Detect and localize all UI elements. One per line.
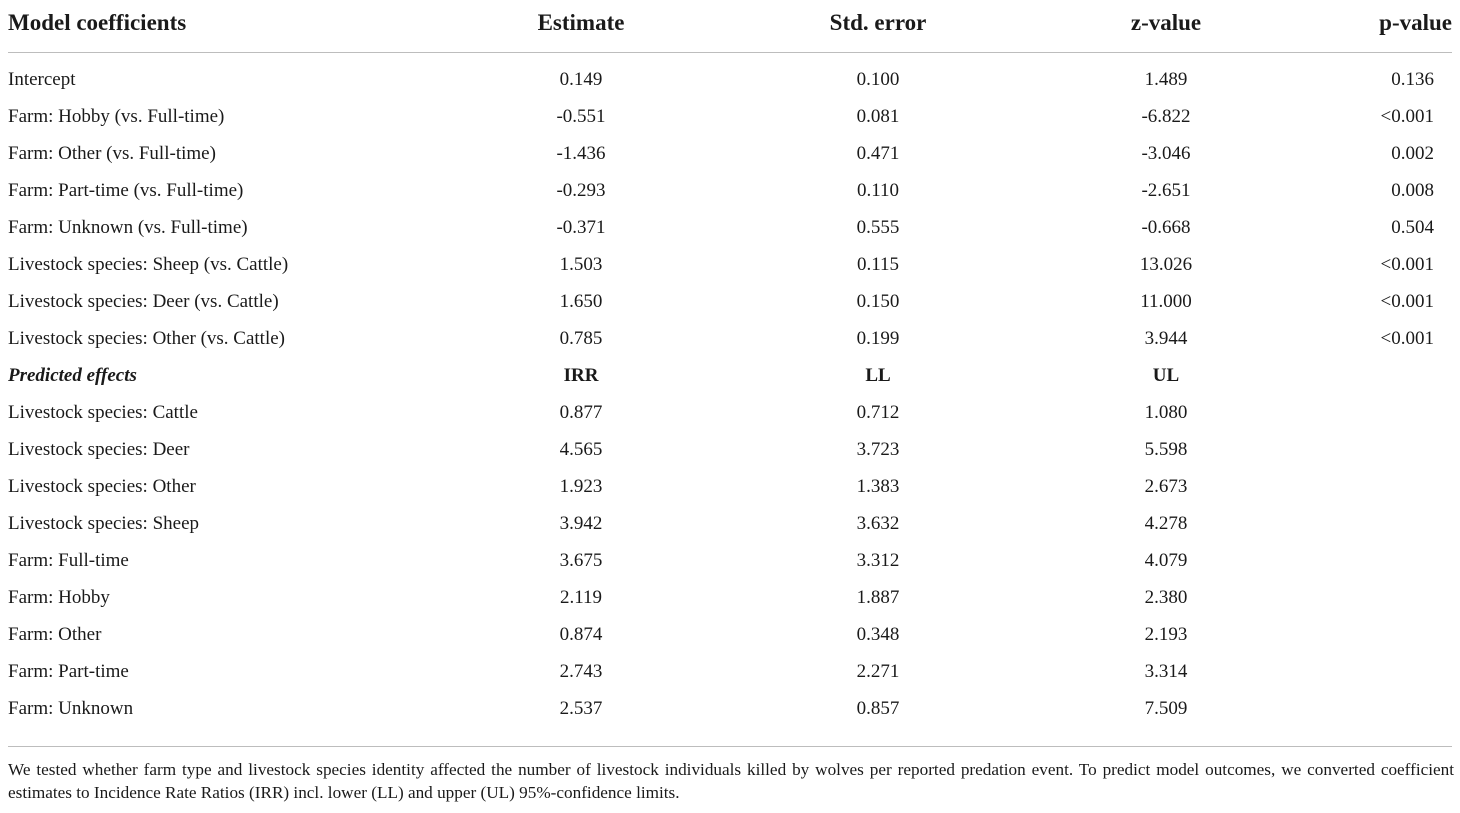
coefficient-row [8,98,1452,135]
bottom-rule [8,746,1452,747]
irr-cell: 2.537 [559,697,603,719]
z-value-cell: 1.489 [1144,68,1188,90]
estimate-cell: 1.503 [559,253,603,275]
std-error-cell: 0.081 [856,105,900,127]
ul-cell: 2.673 [1144,475,1188,497]
ll-cell: 3.723 [856,438,900,460]
p-value-cell: 0.136 [1391,68,1434,90]
header-z-value: z-value [1032,0,1300,53]
coefficient-row [8,135,1452,172]
ul-cell: 5.598 [1144,438,1188,460]
p-value-cell: 0.504 [1391,216,1434,238]
empty-cell [1300,505,1452,542]
header-std-error: Std. error [724,0,1032,53]
predicted-effect-row [8,468,1452,505]
z-value-cell: 13.026 [1139,253,1193,275]
empty-cell [1300,616,1452,653]
ul-cell: 4.079 [1144,549,1188,571]
irr-cell: 0.877 [559,401,603,423]
row-label: Farm: Hobby [8,586,110,608]
row-label: Livestock species: Other [8,475,196,497]
irr-cell: 1.923 [559,475,603,497]
empty-cell [1300,579,1452,616]
predicted-effect-row [8,579,1452,616]
coefficient-row [8,209,1452,246]
row-label: Livestock species: Other (vs. Cattle) [8,327,286,349]
predicted-effect-row [8,653,1452,690]
coefficient-row [8,283,1452,320]
coefficient-row [8,246,1452,283]
empty-cell [1300,653,1452,690]
row-label: Farm: Part-time [8,660,129,682]
std-error-cell: 0.555 [856,216,900,238]
irr-cell: 2.119 [559,586,603,608]
irr-cell: 4.565 [559,438,603,460]
p-value-cell: 0.008 [1391,179,1434,201]
empty-cell [1300,690,1452,727]
irr-cell: 3.675 [559,549,603,571]
row-label: Livestock species: Sheep [8,512,200,534]
z-value-cell: -2.651 [1141,179,1191,201]
std-error-cell: 0.150 [856,290,900,312]
ll-cell: 3.312 [856,549,900,571]
ll-cell: 0.712 [856,401,900,423]
row-label: Farm: Part-time (vs. Full-time) [8,179,244,201]
row-label: Farm: Hobby (vs. Full-time) [8,105,225,127]
p-value-cell: <0.001 [1380,253,1434,275]
ul-cell: 3.314 [1144,660,1188,682]
ul-cell: 2.193 [1144,623,1188,645]
p-value-cell: 0.002 [1391,142,1434,164]
empty-cell [1300,542,1452,579]
coefficient-row [8,172,1452,209]
predicted-effects-title: Predicted effects [8,364,137,386]
ul-cell: 7.509 [1144,697,1188,719]
empty-cell [1300,357,1452,394]
ll-cell: 3.632 [856,512,900,534]
row-label: Farm: Other [8,623,102,645]
row-label: Livestock species: Sheep (vs. Cattle) [8,253,289,275]
ul-cell: 1.080 [1144,401,1188,423]
irr-cell: 0.874 [559,623,603,645]
predicted-effect-row [8,616,1452,653]
irr-cell: 2.743 [559,660,603,682]
ul-cell: 4.278 [1144,512,1188,534]
predicted-effect-row [8,431,1452,468]
predicted-effect-row [8,394,1452,431]
estimate-cell: 0.149 [559,68,603,90]
estimate-cell: -0.551 [556,105,606,127]
results-table-container [8,0,1452,727]
z-value-cell: -0.668 [1141,216,1191,238]
coefficient-row [8,320,1452,357]
row-label: Farm: Other (vs. Full-time) [8,142,216,164]
empty-cell [1300,468,1452,505]
p-value-cell: <0.001 [1380,290,1434,312]
coefficient-row [8,53,1452,99]
header-ll: LL [865,364,891,386]
header-estimate: Estimate [438,0,724,53]
predicted-effect-row [8,690,1452,727]
header-ul: UL [1152,364,1180,386]
header-model-coefficients: Model coefficients [8,0,438,53]
header-p-value: p-value [1300,0,1452,53]
ll-cell: 1.383 [856,475,900,497]
std-error-cell: 0.100 [856,68,900,90]
empty-cell [1300,394,1452,431]
row-label: Farm: Unknown [8,697,134,719]
estimate-cell: 0.785 [559,327,603,349]
z-value-cell: -6.822 [1141,105,1191,127]
table-header [8,0,1452,53]
std-error-cell: 0.471 [856,142,900,164]
row-label: Livestock species: Deer [8,438,190,460]
header-row [8,0,1452,53]
z-value-cell: 3.944 [1144,327,1188,349]
predicted-effect-row [8,505,1452,542]
p-value-cell: <0.001 [1380,105,1434,127]
p-value-cell: <0.001 [1380,327,1434,349]
estimate-cell: -0.371 [556,216,606,238]
ll-cell: 1.887 [856,586,900,608]
std-error-cell: 0.199 [856,327,900,349]
row-label: Intercept [8,68,76,90]
irr-cell: 3.942 [559,512,603,534]
estimate-cell: -0.293 [556,179,606,201]
predicted-effects-header-row [8,357,1452,394]
row-label: Livestock species: Deer (vs. Cattle) [8,290,279,312]
row-label: Farm: Unknown (vs. Full-time) [8,216,248,238]
table-body [8,53,1452,728]
ll-cell: 2.271 [856,660,900,682]
ll-cell: 0.348 [856,623,900,645]
z-value-cell: 11.000 [1140,290,1192,312]
estimate-cell: -1.436 [556,142,606,164]
header-irr: IRR [563,364,599,386]
std-error-cell: 0.110 [856,179,900,201]
z-value-cell: -3.046 [1141,142,1191,164]
row-label: Farm: Full-time [8,549,129,571]
ul-cell: 2.380 [1144,586,1188,608]
ll-cell: 0.857 [856,697,900,719]
table-footnote: We tested whether farm type and livestock species identity affected the number of livestock individuals killed by wolves per reported predation event. To predict model outcomes, we converted coefficient estimates to Incidence Rate Ratios (IRR) incl. lower (LL) and upper (UL) 95%-confidence limits. [8,760,1454,802]
results-table [8,0,1452,727]
std-error-cell: 0.115 [856,253,900,275]
row-label: Livestock species: Cattle [8,401,198,423]
empty-cell [1300,431,1452,468]
estimate-cell: 1.650 [559,290,603,312]
predicted-effect-row [8,542,1452,579]
